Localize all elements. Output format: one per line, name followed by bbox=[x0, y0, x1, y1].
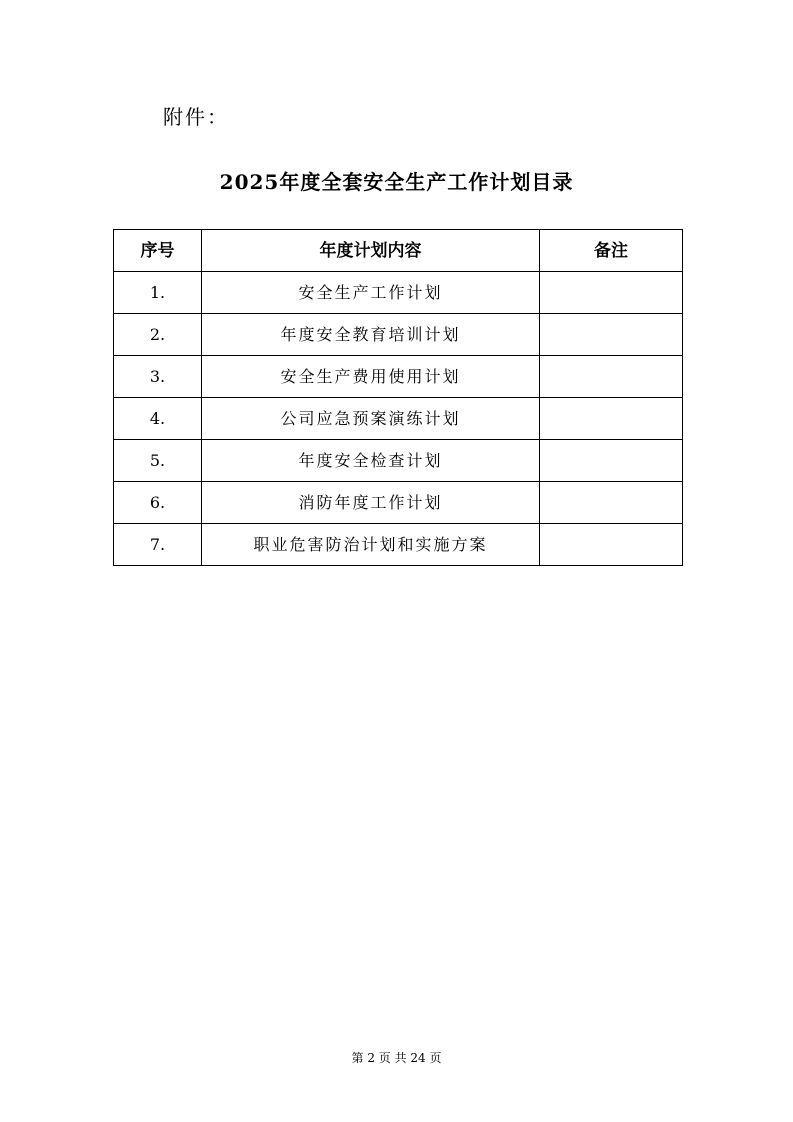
row-content: 年度安全检查计划 bbox=[202, 440, 540, 482]
page-footer: 第 2 页 共 24 页 bbox=[351, 1051, 442, 1065]
row-number: 5. bbox=[114, 440, 202, 482]
document-title: 2025年度全套安全生产工作计划目录 bbox=[219, 170, 574, 194]
attachment-label: 附件： bbox=[163, 105, 229, 129]
table-row bbox=[114, 440, 683, 482]
table-header-row bbox=[114, 230, 683, 272]
row-notes bbox=[540, 314, 683, 356]
header-content: 年度计划内容 bbox=[202, 230, 540, 272]
table-row bbox=[114, 356, 683, 398]
table-row bbox=[114, 314, 683, 356]
header-notes: 备注 bbox=[540, 230, 683, 272]
table-row bbox=[114, 272, 683, 314]
row-content: 安全生产费用使用计划 bbox=[202, 356, 540, 398]
plan-table bbox=[113, 229, 683, 566]
row-number: 3. bbox=[114, 356, 202, 398]
row-content: 消防年度工作计划 bbox=[202, 482, 540, 524]
row-content: 安全生产工作计划 bbox=[202, 272, 540, 314]
row-number: 1. bbox=[114, 272, 202, 314]
table-row bbox=[114, 524, 683, 566]
table-row bbox=[114, 482, 683, 524]
row-notes bbox=[540, 398, 683, 440]
row-content: 年度安全教育培训计划 bbox=[202, 314, 540, 356]
row-number: 6. bbox=[114, 482, 202, 524]
row-content: 公司应急预案演练计划 bbox=[202, 398, 540, 440]
row-notes bbox=[540, 524, 683, 566]
row-content: 职业危害防治计划和实施方案 bbox=[202, 524, 540, 566]
row-notes bbox=[540, 482, 683, 524]
row-number: 2. bbox=[114, 314, 202, 356]
row-number: 4. bbox=[114, 398, 202, 440]
row-number: 7. bbox=[114, 524, 202, 566]
header-number: 序号 bbox=[114, 230, 202, 272]
row-notes bbox=[540, 272, 683, 314]
row-notes bbox=[540, 356, 683, 398]
table-row bbox=[114, 398, 683, 440]
row-notes bbox=[540, 440, 683, 482]
